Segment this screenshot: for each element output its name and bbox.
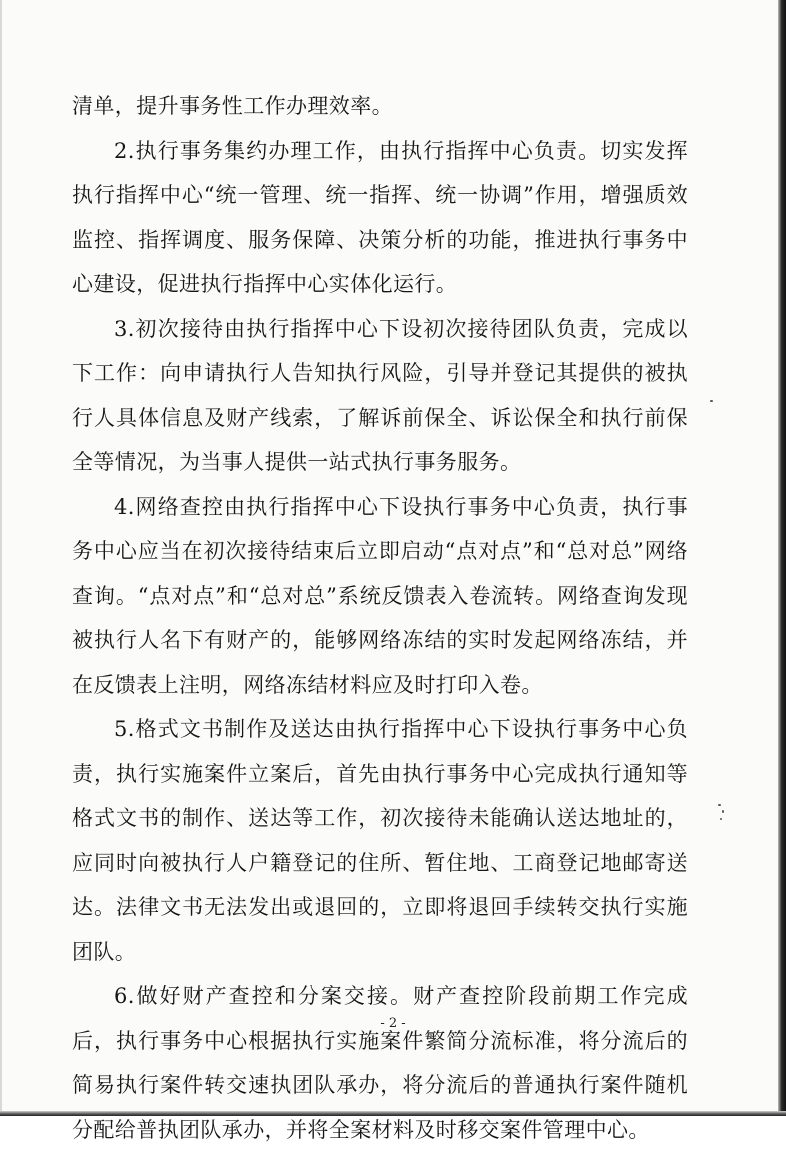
document-body — [72, 84, 688, 1152]
paragraph-3: 3.初次接待由执行指挥中心下设初次接待团队负责，完成以下工作：向申请执行人告知执行风险，引导并登记其提供的被执行人具体信息及财产线索，了解诉前保全、诉讼保全和执行前保全等情况，为当事人提供一站式执行事务服务。 — [72, 316, 688, 474]
paragraph-6: 6.做好财产查控和分案交接。财产查控阶段前期工作完成后，执行事务中心根据执行实施案件繁简分流标准，将分流后的简易执行案件转交速执团队承办，将分流后的普通执行案件随机分配给普执团队承办，并将全案材料及时移交案件管理中心。 — [72, 984, 688, 1142]
scan-right-edge — [778, 0, 786, 1116]
paragraph-4: 4.网络查控由执行指挥中心下设执行事务中心负责，执行事务中心应当在初次接待结束后立即启动“点对点”和“总对总”网络查询。“点对点”和“总对总”系统反馈表入卷流转。网络查询发现被执行人名下有财产的，能够网络冻结的实时发起网络冻结，并在反馈表上注明，网络冻结材料应及时打印入卷。 — [72, 494, 688, 697]
scan-speck — [722, 810, 724, 813]
scan-speck — [710, 400, 713, 402]
paragraph-5: 5.格式文书制作及送达由执行指挥中心下设执行事务中心负责，执行实施案件立案后，首先由执行事务中心完成执行通知等格式文书的制作、送达等工作，初次接待未能确认送达地址的，应同时向被执行人户籍登记的住所、暂住地、工商登记地邮寄送达。法律文书无法发出或退回的，立即将退回手续转交执行实施团队。 — [72, 717, 688, 964]
paragraph-2: 2.执行事务集约办理工作，由执行指挥中心负责。切实发挥执行指挥中心“统一管理、统一指挥、统一协调”作用，增强质效监控、指挥调度、服务保障、决策分析的功能，推进执行事务中心建设，促进执行指挥中心实体化运行。 — [72, 138, 688, 296]
scan-speck — [718, 804, 721, 806]
scan-left-edge — [0, 0, 2, 1116]
paragraph-1: 清单，提升事务性工作办理效率。 — [72, 94, 393, 118]
scan-bottom-edge — [0, 1111, 786, 1116]
scan-speck — [720, 818, 722, 820]
page-number: - 2 - — [380, 1016, 406, 1031]
